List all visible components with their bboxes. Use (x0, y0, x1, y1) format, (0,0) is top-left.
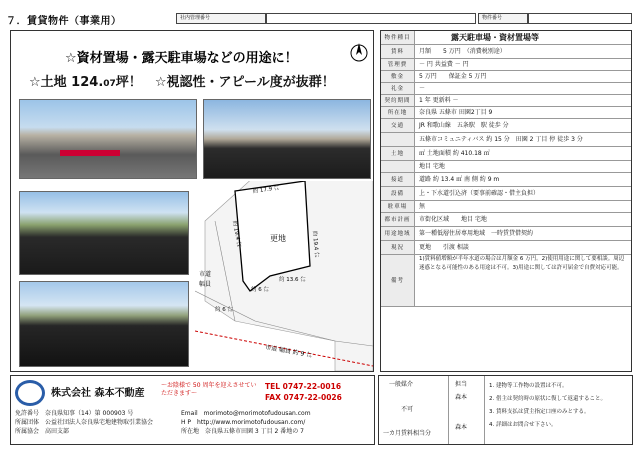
row-value: 5 万円 保証金 5 万円 (419, 73, 487, 80)
table-row (381, 227, 631, 241)
row-label: 賃料 (381, 45, 415, 58)
table-row (381, 133, 631, 147)
row-value: 1)賃料値増額が半年水道の場合は月額金 6 万円。2)使用用途に関して要相談。周辺迷惑となる可能性のある用途は不可。3)用途に関しては許可届金で自費対応可能。 (419, 256, 625, 271)
table-row (381, 107, 631, 119)
dim-left: 約 19.4 ㍍ (231, 220, 242, 248)
table-row (381, 187, 631, 201)
row-value: 露天駐車場・資材置場等 (451, 33, 539, 42)
row-label (381, 133, 415, 146)
north-arrow-icon (349, 37, 369, 65)
row-label: 交通 (381, 119, 415, 132)
row-label: 敷金 (381, 71, 415, 82)
catch-line2: ☆土地 124.07坪！ ☆視認性・アピール度が抜群！ (29, 75, 335, 90)
row-label: 管理費 (381, 59, 415, 70)
company-logo-icon (15, 380, 45, 406)
dim-right: 約 19.4 ㍍ (311, 230, 320, 258)
left-panel (10, 30, 374, 372)
lot-label: 更地 (270, 234, 286, 243)
table-row (381, 161, 631, 173)
rent-ok: 不可 (401, 406, 414, 413)
road2-label: 市道 幅員 約 9 ㍍ (264, 344, 313, 360)
section-title: ７．賃貸物件（事業用） (6, 16, 122, 27)
company-tel: TEL 0747-22-0016 (265, 382, 342, 391)
photo-lot-rear (19, 281, 189, 367)
dim-bottom: 約 13.6 ㍍ (279, 277, 306, 283)
dim-bottom-left: 約 6 ㍍ (251, 287, 269, 293)
company-fax: FAX 0747-22-0026 (265, 393, 342, 402)
site-map (195, 181, 373, 371)
prop-no-label: 物件番号 (478, 13, 528, 24)
row-value: － 円 共益費 － 円 (419, 61, 469, 68)
row-value: 更地 引渡 相談 (419, 244, 469, 251)
row-value: 奈良県 五條市 田園2丁目 9 (419, 109, 493, 116)
row-value: 第一種低層住居専用地域 一時賃貸借契約 (419, 230, 534, 237)
dim-top: 約 17.9 ㍍ (252, 185, 280, 195)
agent-name: 森本 (455, 394, 468, 401)
row-label: 礼金 (381, 83, 415, 94)
row-label: 所在地 (381, 107, 415, 118)
row-value: 月額 5 万円 （消費税別途） (419, 48, 506, 55)
mgmt-value (266, 13, 476, 24)
row-label: 用途地域 (381, 227, 415, 240)
table-row (381, 45, 631, 59)
road1-label: 市道 (199, 271, 212, 278)
assoc-name: 公益社団法人奈良県宅地建物取引業協会 (45, 419, 154, 426)
company-email[interactable]: morimoto@morimotofudousan.com (203, 410, 311, 417)
table-row (381, 83, 631, 95)
row-value: 上・下水道引込済（要事前確認・借主負担） (419, 190, 540, 197)
notes-list: 1. 建物等工作物の設置は不可。 2. 借主は契約時の原状に復して返還すること。 3. 賃料支払は貸主指定口座のみとする。 4. 詳細はお問合せ下さい。 (489, 383, 606, 428)
property-table (380, 30, 632, 372)
branch-name: 高田支部 (45, 428, 70, 435)
company-slogan: ～お陰様で 50 周年を迎えさせていただきます～ (161, 382, 257, 397)
table-row (381, 119, 631, 133)
table-row (381, 95, 631, 107)
row-label: 駐車場 (381, 201, 415, 212)
row-value: ㎡ 土地面積 約 410.18 ㎡ (419, 150, 490, 157)
row-value: 市街化区域 地目 宅地 (419, 216, 487, 223)
company-name: 株式会社 森本不動産 (51, 388, 145, 399)
photo-lot-side (19, 191, 189, 275)
row-label: 備考 (381, 255, 415, 306)
row-label (381, 161, 415, 172)
road1b-label: 幅員 (199, 281, 212, 288)
row-label: 設備 (381, 187, 415, 200)
road3-label: 約 6 ㍍ (215, 307, 233, 313)
fee: 一カ月賃料相当分 (383, 430, 432, 437)
company-address: 奈良県五條市田園 3 丁目 2 番地の 7 (205, 428, 305, 435)
table-row (381, 147, 631, 161)
prop-no-value (528, 13, 632, 24)
row-value: 1 年 更新料 － (419, 97, 459, 104)
table-row (381, 201, 631, 213)
tanto-name: 森本 (455, 424, 468, 431)
row-label: 接道 (381, 173, 415, 186)
row-label: 現況 (381, 241, 415, 254)
row-value: JR 和歌山線 五条駅 駅 徒歩 分 (419, 122, 509, 129)
photo-lot-front (203, 99, 371, 179)
table-row (381, 255, 631, 307)
tanto-label: 担当 (455, 381, 468, 388)
row-label: 土地 (381, 147, 415, 160)
table-row (381, 213, 631, 227)
biz-type: 一般媒介 (389, 381, 414, 388)
photo-street (19, 99, 197, 179)
row-label: 契約期間 (381, 95, 415, 106)
table-row (381, 241, 631, 255)
table-row (381, 59, 631, 71)
company-footer: 株式会社 森本不動産 ～お陰様で 50 周年を迎えさせていただきます～ TEL 0747-22-0016 FAX 0747-22-0026 免許番号 奈良県知事（14）第 000903 号 所属団体 公益社団法人奈良県宅地建物取引業協会 所属協会 高田支部 Email morimoto@morimotofudousan.com H P http://www.morimotofudousan.com/ 所在地 奈良県五條市田園 3 丁目 2 番地の 7 (10, 375, 375, 445)
company-url[interactable]: http://www.morimotofudousan.com/ (197, 419, 306, 426)
row-value: 道路 約 13.4 ㎡ 南 側 約 9 m (419, 176, 500, 183)
table-row (381, 71, 631, 83)
catch-line1: ☆資材置場・露天駐車場などの用途に！ (65, 51, 298, 66)
terms-footer (378, 375, 633, 445)
row-value: 地目 宅地 (419, 163, 445, 170)
row-value: － (419, 85, 426, 92)
row-value: 無 (419, 203, 426, 210)
row-label: 物件種目 (381, 31, 415, 44)
row-label: 都市計画 (381, 213, 415, 226)
license-no: 奈良県知事（14）第 000903 号 (45, 410, 134, 417)
mgmt-label: 社内管理番号 (176, 13, 266, 24)
row-value: 五條市コミュニティバス 約 15 分 田園 2 丁目 停 徒歩 3 分 (419, 136, 583, 143)
table-row (381, 31, 631, 45)
table-row (381, 173, 631, 187)
